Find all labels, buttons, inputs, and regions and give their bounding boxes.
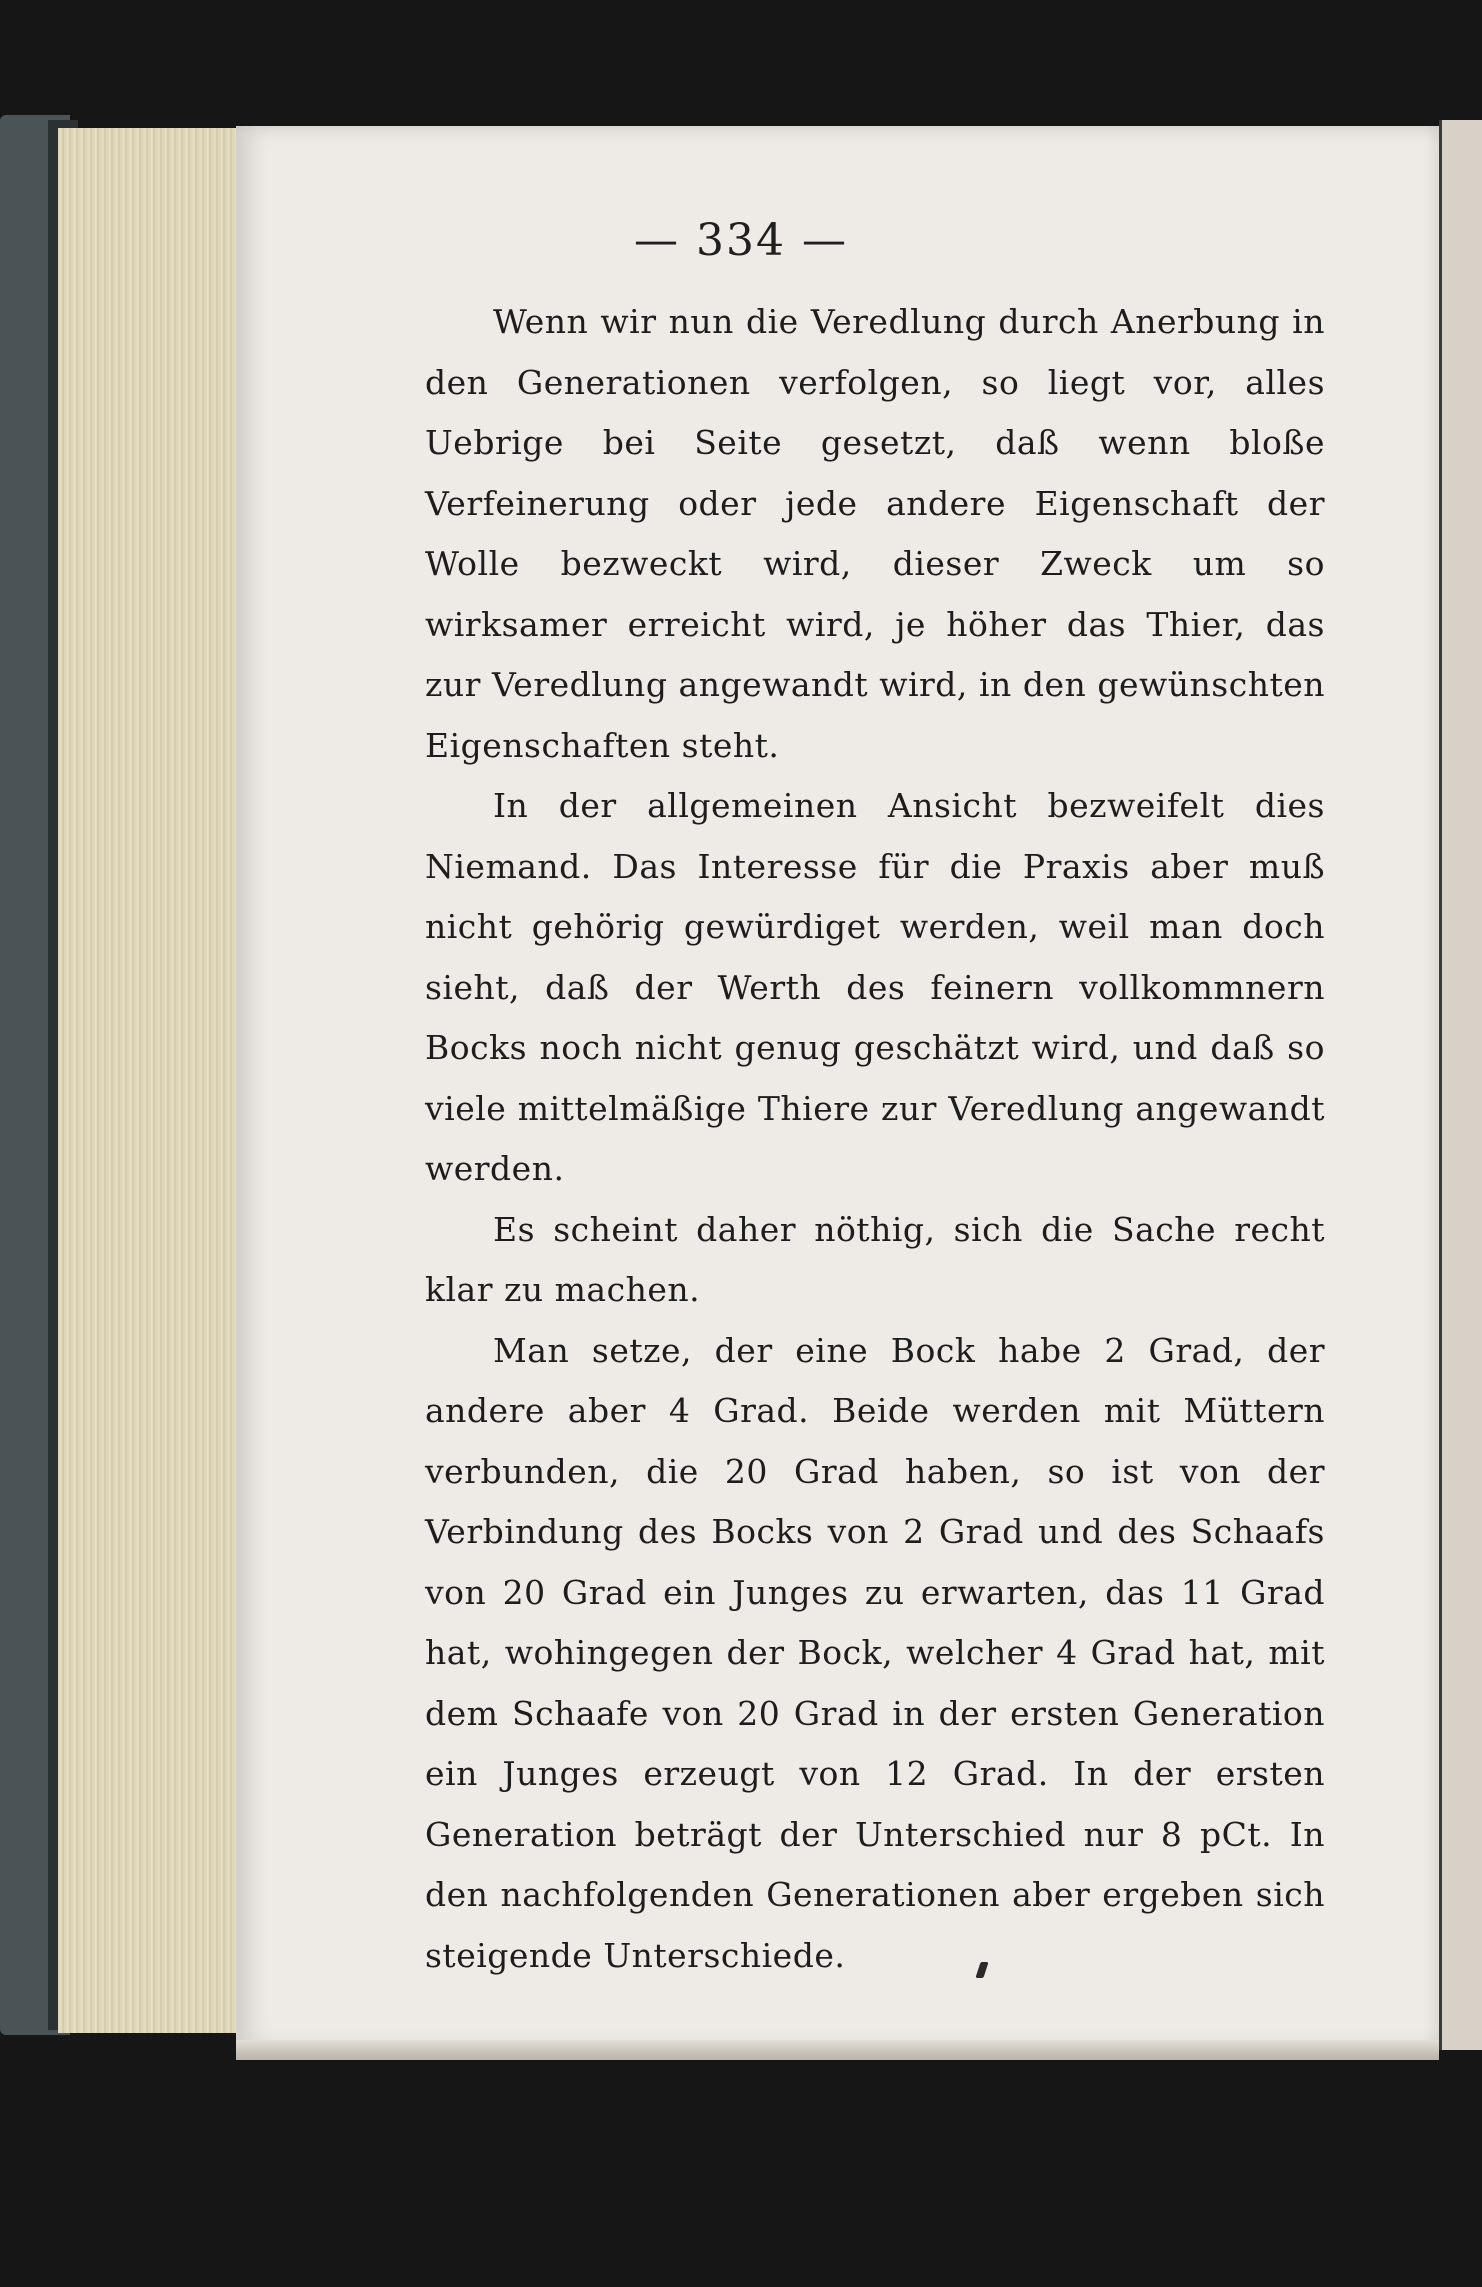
body-text xyxy=(425,292,1325,1986)
next-page-edge xyxy=(1439,120,1482,2050)
page-number: — 334 — xyxy=(634,215,848,266)
paragraph: In der allgemeinen Ansicht bezweifelt dies Niemand. Das Interesse für die Praxis aber muß nicht gehörig gewürdiget werden, weil man doch sieht, daß der Werth des feinern vollkommnern Bocks noch nicht genug geschätzt wird, und daß so viele mittelmäßige Thiere zur Veredlung angewandt werden. xyxy=(425,786,1325,1188)
paragraph: Man setze, der eine Bock habe 2 Grad, der andere aber 4 Grad. Beide werden mit Müttern verbunden, die 20 Grad haben, so ist von der Verbindung des Bocks von 2 Grad und des Schaafs von 20 Grad ein Junges zu erwarten, das 11 Grad hat, wohingegen der Bock, welcher 4 Grad hat, mit dem Schaafe von 20 Grad in der ersten Generation ein Junges erzeugt von 12 Grad. In der ersten Generation beträgt der Unterschied nur 8 pCt. In den nachfolgenden Generationen aber ergeben sich steigende Unterschiede. xyxy=(425,1330,1325,1975)
paragraph: Es scheint daher nöthig, sich die Sache recht klar zu machen. xyxy=(425,1209,1325,1309)
page-edges xyxy=(58,128,238,2033)
paragraph: Wenn wir nun die Veredlung durch Anerbung in den Generationen verfolgen, so liegt vor, alles Uebrige bei Seite gesetzt, daß wenn bloße Verfeinerung oder jede andere Eigenschaft der Wolle bezweckt wird, dieser Zweck um so wirksamer erreicht wird, je höher das Thier, das zur Veredlung angewandt wird, in den gewünschten Eigenschaften steht. xyxy=(425,302,1325,765)
page-bottom-shadow xyxy=(236,2040,1439,2060)
